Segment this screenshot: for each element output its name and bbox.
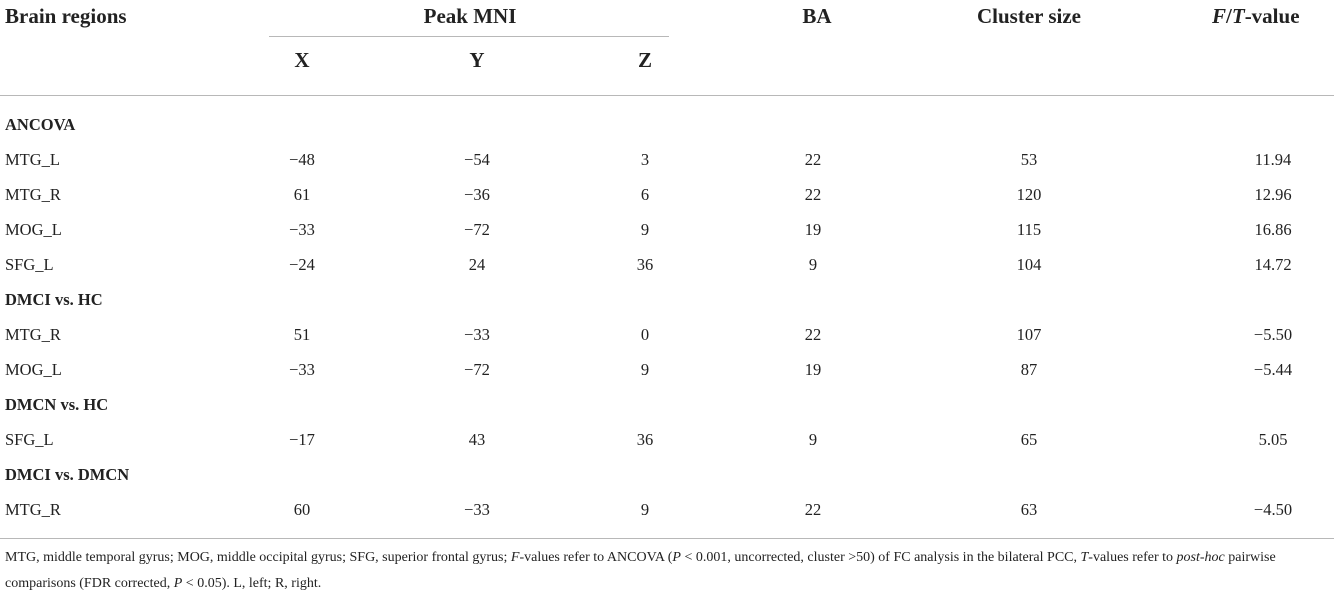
cell-region: SFG_L [5,255,54,274]
cell-ba: 22 [804,185,822,204]
section-title: DMCI vs. DMCN [5,465,130,484]
cell-x: −24 [289,255,315,274]
cell-z: 9 [640,500,650,519]
cell-region: MTG_R [5,325,61,344]
footnote-pairwise: pairwise comparisons (FDR corrected, [5,550,1276,591]
footnote-p-letter: P [672,550,681,565]
cell-region: MTG_R [5,185,61,204]
header-cluster-size: Cluster size [976,4,1082,28]
cell-z: 3 [640,150,650,169]
cell-y: 43 [468,430,486,449]
header-x: X [294,48,310,72]
cell-ft-value: 11.94 [1254,150,1292,169]
cell-y: −33 [464,325,490,344]
cell-x: 61 [293,185,311,204]
section-title: ANCOVA [5,115,76,134]
footnote-threshold: < 0.001, uncorrected, cluster >50) of FC analysis in the bilateral PCC, [680,550,1081,565]
table-bottom-divider [0,538,1334,539]
cell-region: MOG_L [5,220,62,239]
cell-ft-value: −5.50 [1253,325,1293,344]
cell-ba: 19 [804,360,822,379]
cell-ba: 22 [804,500,822,519]
cell-z: 36 [636,255,654,274]
cell-cluster-size: 87 [1020,360,1038,379]
cell-ft-value: −4.50 [1253,500,1293,519]
footnote-text [5,545,1330,597]
cell-ba: 9 [808,255,818,274]
cell-y: −36 [464,185,490,204]
header-divider [0,95,1334,96]
section-title: DMCN vs. HC [5,395,109,414]
footnote-t-values: -values refer to [1088,550,1177,565]
cell-cluster-size: 107 [1016,325,1042,344]
cell-ba: 19 [804,220,822,239]
cell-ft-value: 14.72 [1254,255,1292,274]
header-slash: / [1226,4,1232,28]
cell-region: SFG_L [5,430,54,449]
cell-z: 9 [640,360,650,379]
cell-z: 0 [640,325,650,344]
cell-cluster-size: 115 [1016,220,1042,239]
cell-cluster-size: 65 [1020,430,1038,449]
section-title: DMCI vs. HC [5,290,103,309]
cell-x: −48 [289,150,315,169]
header-ba: BA [802,4,832,28]
cell-ft-value: 12.96 [1254,185,1292,204]
header-value-suffix: -value [1244,4,1300,28]
footnote-ending: < 0.05). L, left; R, right. [182,576,322,591]
footnote-abbrev: MTG, middle temporal gyrus; MOG, middle occipital gyrus; SFG, superior frontal gyrus; [5,550,511,565]
cell-region: MTG_R [5,500,61,519]
header-t-letter: T [1231,4,1245,28]
footnote-p-letter-2: P [173,576,183,591]
cell-ft-value: −5.44 [1253,360,1293,379]
cell-x: −33 [289,220,315,239]
cell-y: −72 [464,220,490,239]
cell-cluster-size: 120 [1016,185,1042,204]
footnote-f-letter: F [510,550,520,565]
cell-ba: 9 [808,430,818,449]
cell-cluster-size: 53 [1020,150,1038,169]
header-z: Z [637,48,653,72]
cell-ba: 22 [804,150,822,169]
cell-x: 60 [293,500,311,519]
cell-x: −17 [289,430,315,449]
footnote-ancova: -values refer to ANCOVA ( [519,550,673,565]
cell-y: 24 [468,255,486,274]
cell-y: −54 [464,150,490,169]
cell-x: −33 [289,360,315,379]
cell-ft-value: 16.86 [1254,220,1292,239]
cell-region: MOG_L [5,360,62,379]
peak-mni-underline [269,36,669,37]
header-ft-value [1212,3,1300,29]
footnote-t-letter: T [1080,550,1089,565]
cell-ba: 22 [804,325,822,344]
cell-z: 9 [640,220,650,239]
cell-y: −33 [464,500,490,519]
header-brain-regions: Brain regions [5,4,127,28]
cell-z: 36 [636,430,654,449]
cell-cluster-size: 63 [1020,500,1038,519]
cell-x: 51 [293,325,311,344]
cell-cluster-size: 104 [1016,255,1042,274]
cell-region: MTG_L [5,150,60,169]
header-f-letter: F [1212,4,1227,28]
cell-z: 6 [640,185,650,204]
cell-ft-value: 5.05 [1258,430,1288,449]
table-footnote [5,545,1330,597]
header-peak-mni: Peak MNI [423,4,517,28]
footnote-posthoc: post-hoc [1176,550,1225,565]
header-y: Y [469,48,485,72]
cell-y: −72 [464,360,490,379]
